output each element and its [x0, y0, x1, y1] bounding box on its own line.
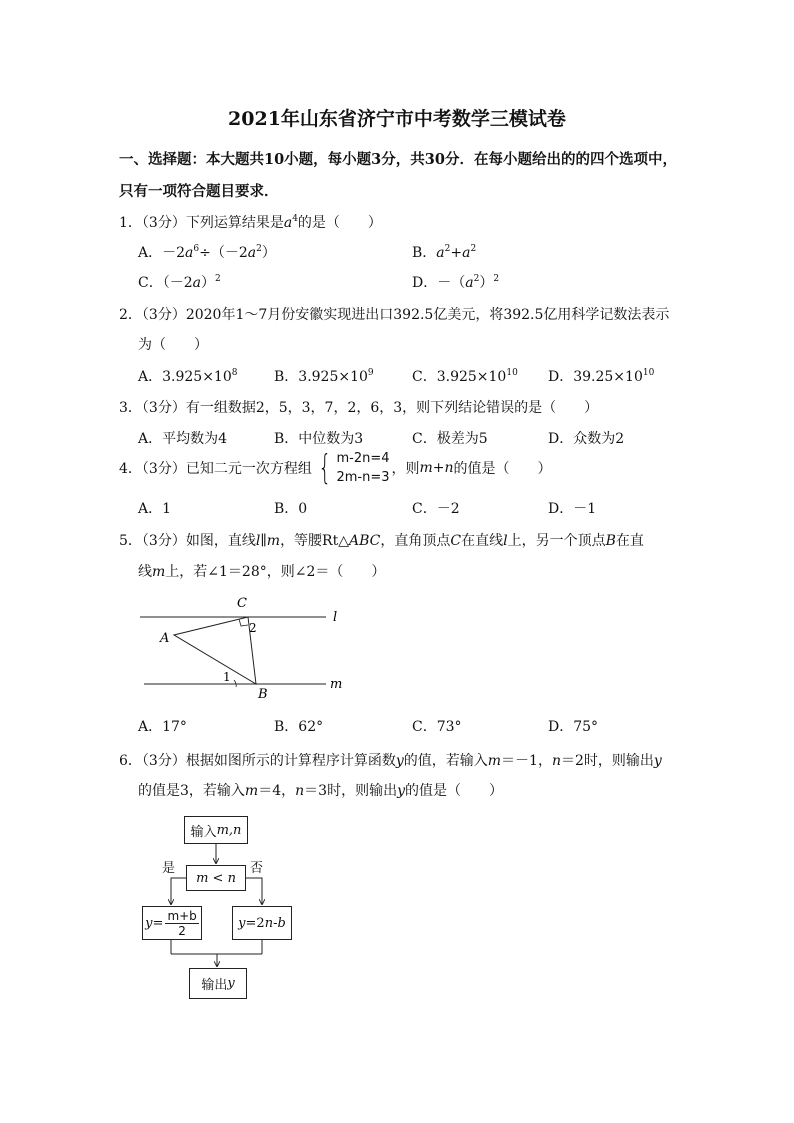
- question-3-option-a: A．平均数为4: [138, 431, 228, 447]
- label-l: l: [333, 610, 338, 625]
- flowchart-output-box: 输出 y: [189, 968, 247, 999]
- question-3-stem: 3．（3分）有一组数据2，5，3，7，2，6，3，则下列结论错误的是（ ）: [119, 400, 599, 416]
- equation-system: { m-2n=4 2m-n=3: [318, 448, 390, 488]
- label-m: m: [330, 677, 343, 692]
- question-1-option-a: A．$-2a^6\div(-2a^2)$: [138, 244, 276, 261]
- question-6-stem-line1: 6．（3分）根据如图所示的计算程序计算函数y的值，若输入m＝－1，n＝2时，则输出y: [119, 753, 662, 769]
- label-b: B: [258, 687, 268, 702]
- question-1-option-b: B．$a^2+a^2$: [412, 244, 477, 261]
- question-3-option-c: C．极差为5: [412, 431, 488, 447]
- question-1-option-c: C．$(-2a)^2$: [138, 274, 221, 291]
- right-angle-mark: [239, 619, 248, 626]
- equation-1: m-2n=4: [336, 451, 390, 466]
- question-4-option-c: C．－2: [412, 501, 460, 517]
- question-5-option-d: D．75°: [548, 719, 599, 735]
- section-heading-line1: 一、选择题：本大题共10小题，每小题3分，共30分．在每小题给出的的四个选项中，: [119, 151, 677, 168]
- question-5-option-a: A．17°: [138, 719, 187, 735]
- flowchart-right-formula-box: y =2 n - b: [232, 906, 292, 940]
- question-4-stem: 4．（3分）已知二元一次方程组 { m-2n=4 2m-n=3 ，则 m + n 的值是（ ）: [119, 448, 552, 488]
- question-2-option-d: D．$39.25\times 10^{10}$: [548, 368, 655, 385]
- label-angle-2: 2: [249, 621, 257, 635]
- fraction: $\frac{m+b}{2}$: [167, 908, 197, 938]
- question-5-option-c: C．73°: [412, 719, 462, 735]
- question-5-figure: [130, 590, 360, 705]
- question-2-option-a: A．$3.925\times 10^8$: [138, 368, 238, 385]
- flowchart-no-label: 否: [250, 861, 264, 876]
- question-4-option-d: D．－1: [548, 501, 597, 517]
- triangle-abc: [174, 617, 256, 684]
- label-a: A: [160, 631, 170, 646]
- question-1-stem: 1．（3分）下列运算结果是$a^4$的是（ ）: [119, 214, 382, 231]
- question-6-flowchart: [140, 812, 286, 1002]
- page-title: 2021年山东省济宁市中考数学三模试卷: [228, 108, 566, 130]
- question-3-option-b: B．中位数为3: [274, 431, 364, 447]
- question-3-option-d: D．众数为2: [548, 431, 625, 447]
- equation-2: 2m-n=3: [336, 470, 390, 485]
- flowchart-input-box: 输入 m,n: [184, 816, 248, 844]
- flowchart-condition-box: m < n: [186, 865, 246, 891]
- question-2-option-b: B．$3.925\times 10^9$: [274, 368, 374, 385]
- question-4-option-b: B．0: [274, 501, 308, 517]
- question-2-stem-line2: 为（ ）: [138, 337, 208, 353]
- label-angle-1: 1: [223, 670, 231, 684]
- flowchart-yes-label: 是: [162, 861, 176, 876]
- section-heading-line2: 只有一项符合题目要求．: [119, 183, 279, 200]
- question-6-stem-line2: 的值是3，若输入m＝4，n＝3时，则输出y的值是（ ）: [138, 783, 503, 799]
- question-2-option-c: C．$3.925\times 10^{10}$: [412, 368, 518, 385]
- label-c: C: [237, 596, 247, 611]
- flowchart-left-formula-box: y = $\frac{m+b}{2}$: [142, 906, 202, 940]
- question-5-stem-line2: 线m上，若∠1＝28°，则∠2＝（ ）: [138, 564, 386, 580]
- question-2-stem-line1: 2．（3分）2020年1～7月份安徽实现进出口392.5亿美元，将392.5亿用科学记数法表示: [119, 307, 670, 323]
- question-5-option-b: B．62°: [274, 719, 324, 735]
- question-4-option-a: A．1: [138, 501, 172, 517]
- question-5-stem-line1: 5．（3分）如图，直线l∥m，等腰Rt△ABC，直角顶点C在直线l上，另一个顶点B在直: [119, 533, 644, 549]
- question-1-option-d: D．$-(a^2)^2$: [412, 274, 500, 291]
